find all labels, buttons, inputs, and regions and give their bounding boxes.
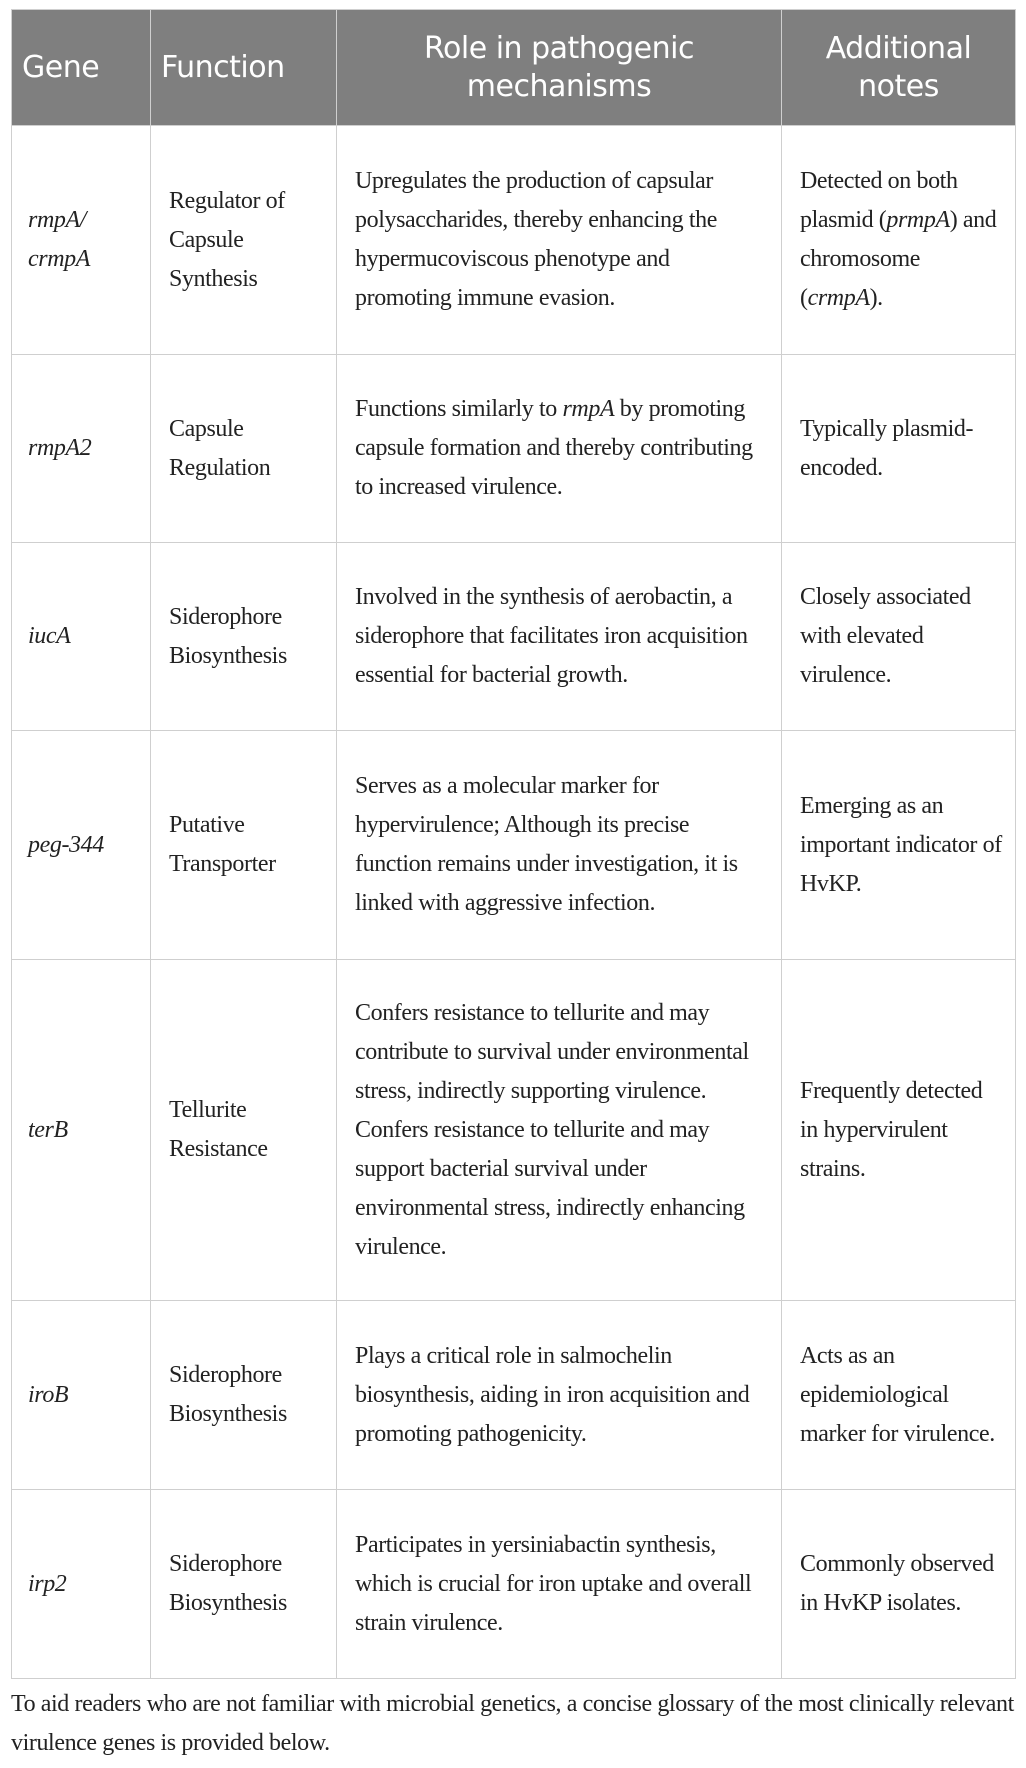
text-segment: by promoting capsule formation and thereby contributing to increased virulence. xyxy=(355,396,753,500)
text-segment: Typically plasmid-encoded. xyxy=(800,415,974,481)
text-segment: Commonly observed in HvKP isolates. xyxy=(800,1551,994,1616)
gene-cell: peg-344 xyxy=(12,731,151,960)
notes-cell xyxy=(782,1301,1016,1490)
gene-name-italic: prmpA xyxy=(886,207,950,233)
text-segment: Emerging as an important indicator of HvKP. xyxy=(800,792,1002,897)
table-row xyxy=(12,355,1016,543)
function-cell: Tellurite Resistance xyxy=(151,960,337,1301)
virulence-genes-table xyxy=(11,9,1016,1679)
text-segment: Frequently detected in hypervirulent strains. xyxy=(800,1077,983,1182)
text-segment: Upregulates the production of capsular polysaccharides, thereby enhancing the hypermucoviscous phenotype and promoting immune evasion. xyxy=(355,168,717,311)
text-segment: Acts as an epidemiological marker for virulence. xyxy=(800,1342,995,1447)
text-segment: Confers resistance to tellurite and may contribute to survival under environmental stress, indirectly supporting virulence. Confers resistance to tellurite and may support bacterial survival under environmental stress, indirectly enhancing virulence. xyxy=(355,999,749,1260)
table-row xyxy=(12,543,1016,731)
notes-cell xyxy=(782,543,1016,731)
text-segment: Involved in the synthesis of aerobactin, a siderophore that facilitates iron acquisition essential for bacterial growth. xyxy=(355,584,748,688)
role-cell xyxy=(337,1490,782,1679)
function-cell: Siderophore Biosynthesis xyxy=(151,1301,337,1490)
table-row xyxy=(12,960,1016,1301)
header-function: Function xyxy=(151,10,337,126)
text-segment: Detected on both plasmid ( xyxy=(800,168,958,233)
role-cell xyxy=(337,543,782,731)
role-cell xyxy=(337,960,782,1301)
table-row xyxy=(12,1490,1016,1679)
function-cell: Capsule Regulation xyxy=(151,355,337,543)
header-gene: Gene xyxy=(12,10,151,126)
gene-cell: irp2 xyxy=(12,1490,151,1679)
role-cell xyxy=(337,731,782,960)
text-segment: Closely associated with elevated virulence. xyxy=(800,584,971,688)
gene-name-italic: crmpA xyxy=(807,285,870,311)
gene-cell: rmpA2 xyxy=(12,355,151,543)
role-cell xyxy=(337,355,782,543)
gene-cell: terB xyxy=(12,960,151,1301)
gene-cell: rmpA/ crmpA xyxy=(12,126,151,355)
gene-cell: iroB xyxy=(12,1301,151,1490)
header-role: Role in pathogenic mechanisms xyxy=(337,10,782,126)
role-cell xyxy=(337,1301,782,1490)
text-segment: ) and chromosome ( xyxy=(800,207,997,311)
header-row xyxy=(12,10,1016,126)
table-footnote: To aid readers who are not familiar with microbial genetics, a concise glossary of the most clinically relevant virulence genes is provided below. xyxy=(11,1691,1014,1756)
gene-name-italic: rmpA xyxy=(562,396,615,422)
notes-cell xyxy=(782,960,1016,1301)
notes-cell xyxy=(782,1490,1016,1679)
function-cell: Regulator of Capsule Synthesis xyxy=(151,126,337,355)
notes-cell xyxy=(782,126,1016,355)
notes-cell xyxy=(782,355,1016,543)
text-segment: Plays a critical role in salmochelin biosynthesis, aiding in iron acquisition and promoting pathogenicity. xyxy=(355,1342,750,1447)
table-row xyxy=(12,731,1016,960)
text-segment: Functions similarly to xyxy=(355,396,563,422)
notes-cell xyxy=(782,731,1016,960)
text-segment: ). xyxy=(869,285,883,311)
table-body xyxy=(12,126,1016,1679)
table-row xyxy=(12,126,1016,355)
role-cell xyxy=(337,126,782,355)
gene-cell: iucA xyxy=(12,543,151,731)
function-cell: Siderophore Biosynthesis xyxy=(151,543,337,731)
function-cell: Siderophore Biosynthesis xyxy=(151,1490,337,1679)
table-row xyxy=(12,1301,1016,1490)
text-segment: Serves as a molecular marker for hypervirulence; Although its precise function remains under investigation, it is linked with aggressive infection. xyxy=(355,773,738,916)
text-segment: Participates in yersiniabactin synthesis, which is crucial for iron uptake and overall strain virulence. xyxy=(355,1531,752,1636)
function-cell: Putative Transporter xyxy=(151,731,337,960)
header-notes: Additional notes xyxy=(782,10,1016,126)
